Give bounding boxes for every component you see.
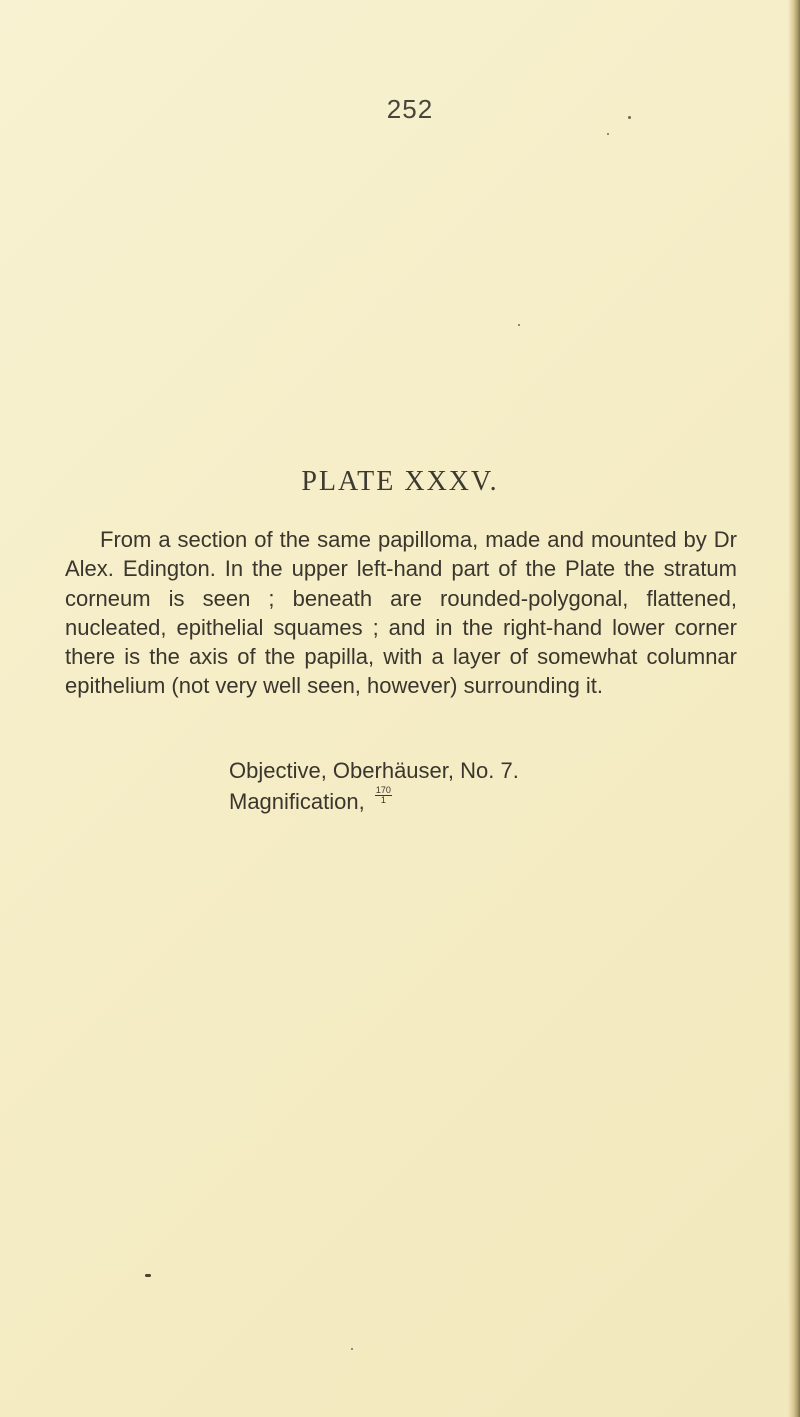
plate-description: From a section of the same papilloma, made and mounted by Dr Alex. Edington. In the upper left-hand part of the Plate the stratum corneum is seen ; beneath are rounded-polygonal, flattened, nucleated, epithelial squames ; and in the right-hand lower corner there is the axis of the papilla, with a layer of somewhat columnar epithelium (not very well seen, however) surrounding it. [65,527,737,699]
paper-speck [518,324,520,326]
magnification-label: Magnification, [229,789,365,814]
plate-title: PLATE XXXV. [301,466,499,497]
objective-line: Objective, Oberhäuser, No. 7. [229,758,519,783]
magnification-denominator: 1 [380,795,386,805]
paper-speck [628,116,631,119]
magnification-fraction [375,786,392,805]
paper-speck [351,1348,353,1350]
magnification-line [229,786,392,815]
page-edge-shadow [788,0,800,1417]
page-number: 252 [386,94,434,124]
paper-speck [145,1274,151,1277]
paper-speck [607,133,609,135]
magnification-numerator: 170 [375,785,391,795]
